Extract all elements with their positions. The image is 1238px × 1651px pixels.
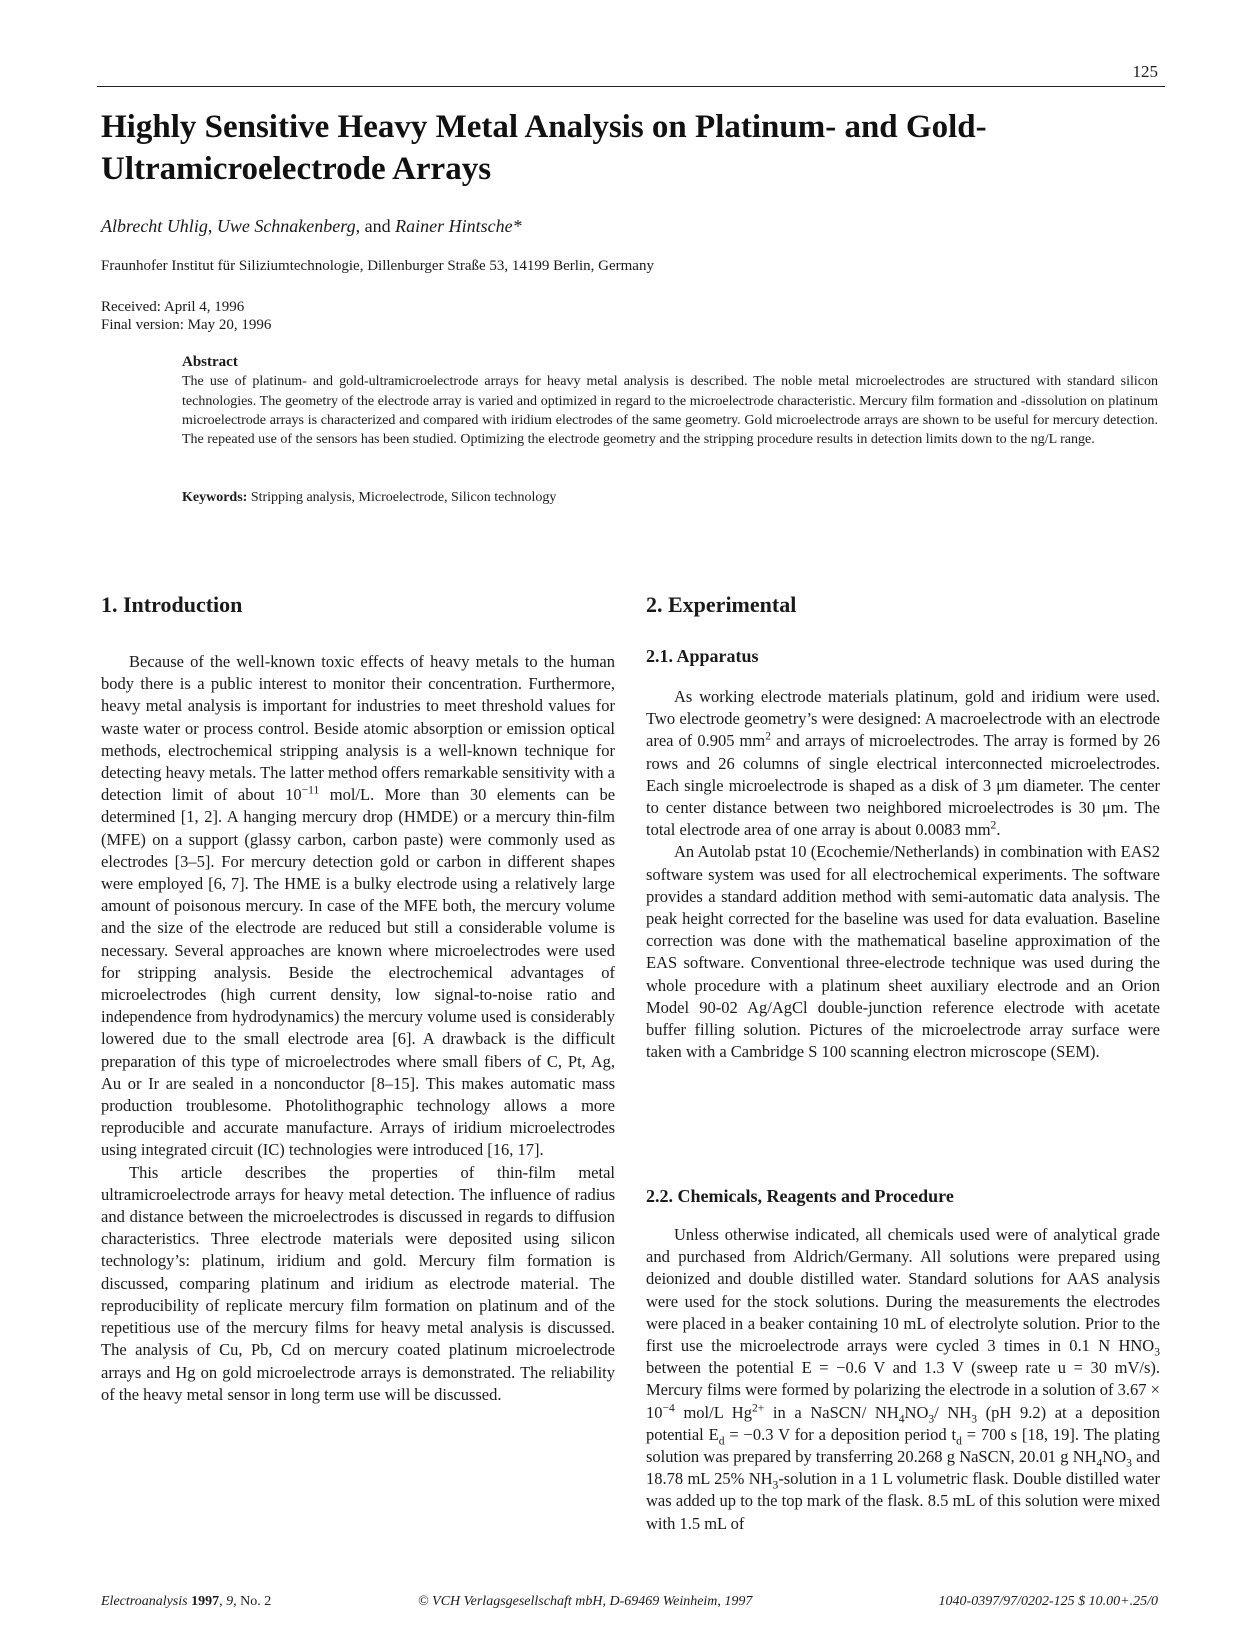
footer-citation: Electroanalysis 1997, 9, No. 2: [101, 1594, 272, 1609]
article-title: Highly Sensitive Heavy Metal Analysis on Platinum- and Gold-Ultramicroelectrode Arrays: [101, 109, 987, 187]
section-heading-experimental: 2. Experimental: [646, 592, 797, 617]
subsection-heading-apparatus: 2.1. Apparatus: [646, 646, 759, 666]
introduction-body: [101, 651, 615, 1406]
page-number: 125: [1132, 62, 1158, 81]
final-version-date: Final version: May 20, 1996: [101, 317, 272, 333]
abstract-heading: Abstract: [182, 354, 238, 370]
chemicals-paragraph-1: Unless otherwise indicated, all chemicals used were of analytical grade and purchased from Aldrich/Germany. All solutions were prepared using deionized and double distilled water. Standard solutions for AAS analysis were used for the stock solutions. During the measurements the electrodes were placed in a beaker containing 10 mL of electrolyte solution. Prior to the first use the microelectrode arrays were cycled 3 times in 0.1 N $HNO_3$ between the potential E = −0.6 V and 1.3 V (sweep rate u = 30 mV/s). Mercury films were formed by polarizing the electrode in a solution of $3.67 \times 10^{-4}$ mol/L $Hg^{2+}$ in a NaSCN/ $NH_4NO_3/$ $NH_3$ (pH 9.2) at a deposition potential $E_d = -0.3$ V for a deposition period $t_d = 700$ s [18, 19]. The plating solution was prepared by transferring 20.268 g NaSCN, 20.01 g $NH_4NO_3$ and 18.78 mL 25% $NH_3$-solution in a 1 L volumetric flask. Double distilled water was added up to the top mark of the flask. 8.5 mL of this solution were mixed with 1.5 mL of: [646, 1225, 1160, 1533]
footer-code: 1040-0397/97/0202-125 $ 10.00+.25/0: [938, 1594, 1158, 1609]
intro-paragraph-1: Because of the well-known toxic effects of heavy metals to the human body there is a public interest to monitor their concentration. Furthermore, heavy metal analysis is important for industries to meet threshold values for waste water or process control. Beside atomic absorption or emission optical methods, electrochemical stripping analysis is a well-known technique for detecting heavy metals. The latter method offers remarkable sensitivity with a detection limit of about $10^{-11}$ mol/L. More than 30 elements can be determined [1, 2]. A hanging mercury drop (HMDE) or a mercury thin-film (MFE) on a support (glassy carbon, carbon paste) were commonly used as electrodes [3–5]. For mercury detection gold or carbon in different shapes were employed [6, 7]. The HME is a bulky electrode using a relatively large amount of poisonous mercury. In case of the MFE both, the mercury volume and the size of the electrode are reduced but still a considerable volume is necessary. Several approaches are known where microelectrodes were used for stripping analysis. Beside the electrochemical advantages of microelectrodes (high current density, low signal-to-noise ratio and independence from hydrodynamics) the mercury volume used is considerably lowered due to the small electrode area [6]. A drawback is the difficult preparation of this type of microelectrodes where small fibers of C, Pt, Ag, Au or Ir are sealed in a nonconductor [8–15]. This makes automatic mass production troublesome. Photolithographic technology allows a more reproducible and accurate manufacture. Arrays of iridium microelectrodes using integrated circuit (IC) technologies were introduced [16, 17].: [101, 652, 616, 1160]
keywords-text: Stripping analysis, Microelectrode, Silicon technology: [250, 490, 557, 505]
author-conjunction: and: [364, 216, 391, 236]
author-list: Albrecht Uhlig, Uwe Schnakenberg, and Rainer Hintsche*: [101, 216, 522, 236]
keywords-label: Keywords:: [182, 490, 248, 505]
apparatus-body: [646, 686, 1160, 1063]
author-2: Uwe Schnakenberg: [216, 216, 356, 236]
apparatus-paragraph-1: As working electrode materials platinum, gold and iridium were used. Two electrode geometry’s were designed: A macroelectrode with an electrode area of 0.905 $mm^2$ and arrays of microelectrodes. The array is formed by 26 rows and 26 columns of single electrical interconnected microelectrodes. Each single microelectrode is shaped as a disk of 3 μm diameter. The center to center distance between two neighbored microelectrodes is 30 μm. The total electrode area of one array is about 0.0083 $mm^2$.: [646, 687, 1160, 840]
abstract: [182, 353, 1158, 449]
apparatus-paragraph-2: An Autolab pstat 10 (Ecochemie/Netherlands) in combination with EAS2 software system was used for all electrochemical experiments. The software provides a standard addition method with semi-automatic data analysis. The peak height corrected for the baseline was used for data evaluation. Baseline correction was done with the mathematical baseline approximation of the EAS software. Conventional three-electrode technique was used during the whole procedure with a platinum sheet auxiliary electrode and an Orion Model 90-02 Ag/AgCl double-junction reference electrode with acetate buffer filling solution. Pictures of the microelectrode array surface were taken with a Cambridge S 100 scanning electron microscope (SEM).: [646, 842, 1160, 1062]
abstract-text: The use of platinum- and gold-ultramicroelectrode arrays for heavy metal analysis is described. The noble metal microelectrodes are structured with standard silicon technologies. The geometry of the electrode array is varied and optimized in regard to the microelectrode characteristic. Mercury film formation and -dissolution on platinum microelectrode arrays is characterized and compared with iridium electrodes of the same geometry. Gold microelectrode arrays are shown to be useful for mercury detection. The repeated use of the sensors has been studied. Optimizing the electrode geometry and the stripping procedure results in detection limits down to the ng/L range.: [182, 374, 1158, 448]
author-1: Albrecht Uhlig: [101, 216, 208, 236]
footer-publisher: © VCH Verlagsgesellschaft mbH, D-69469 Weinheim, 1997: [418, 1594, 753, 1609]
chemicals-body: [646, 1224, 1160, 1535]
intro-paragraph-2: This article describes the properties of thin-film metal ultramicroelectrode arrays for heavy metal detection. The influence of radius and distance between the microelectrodes is discussed in regards to diffusion characteristics. Three electrode materials were deposited using silicon technology’s: platinum, iridium and gold. Mercury film formation is discussed, comparing platinum and iridium as electrode material. The reproducibility of replicate mercury film formation on platinum and of the repetitious use of the mercury films for heavy metal analysis is discussed. The analysis of Cu, Pb, Cd on mercury coated platinum microelectrode arrays and Hg on gold microelectrode arrays is demonstrated. The reliability of the heavy metal sensor in long term use will be discussed.: [101, 1162, 615, 1404]
header-rule: [97, 86, 1165, 87]
keywords: [182, 490, 556, 506]
dates: [101, 298, 271, 334]
subsection-heading-chemicals: 2.2. Chemicals, Reagents and Procedure: [646, 1186, 954, 1206]
author-3: Rainer Hintsche*: [395, 216, 522, 236]
section-heading-introduction: 1. Introduction: [101, 592, 243, 617]
received-date: Received: April 4, 1996: [101, 299, 245, 315]
affiliation: Fraunhofer Institut für Siliziumtechnologie, Dillenburger Straße 53, 14199 Berlin, Germany: [101, 258, 654, 274]
